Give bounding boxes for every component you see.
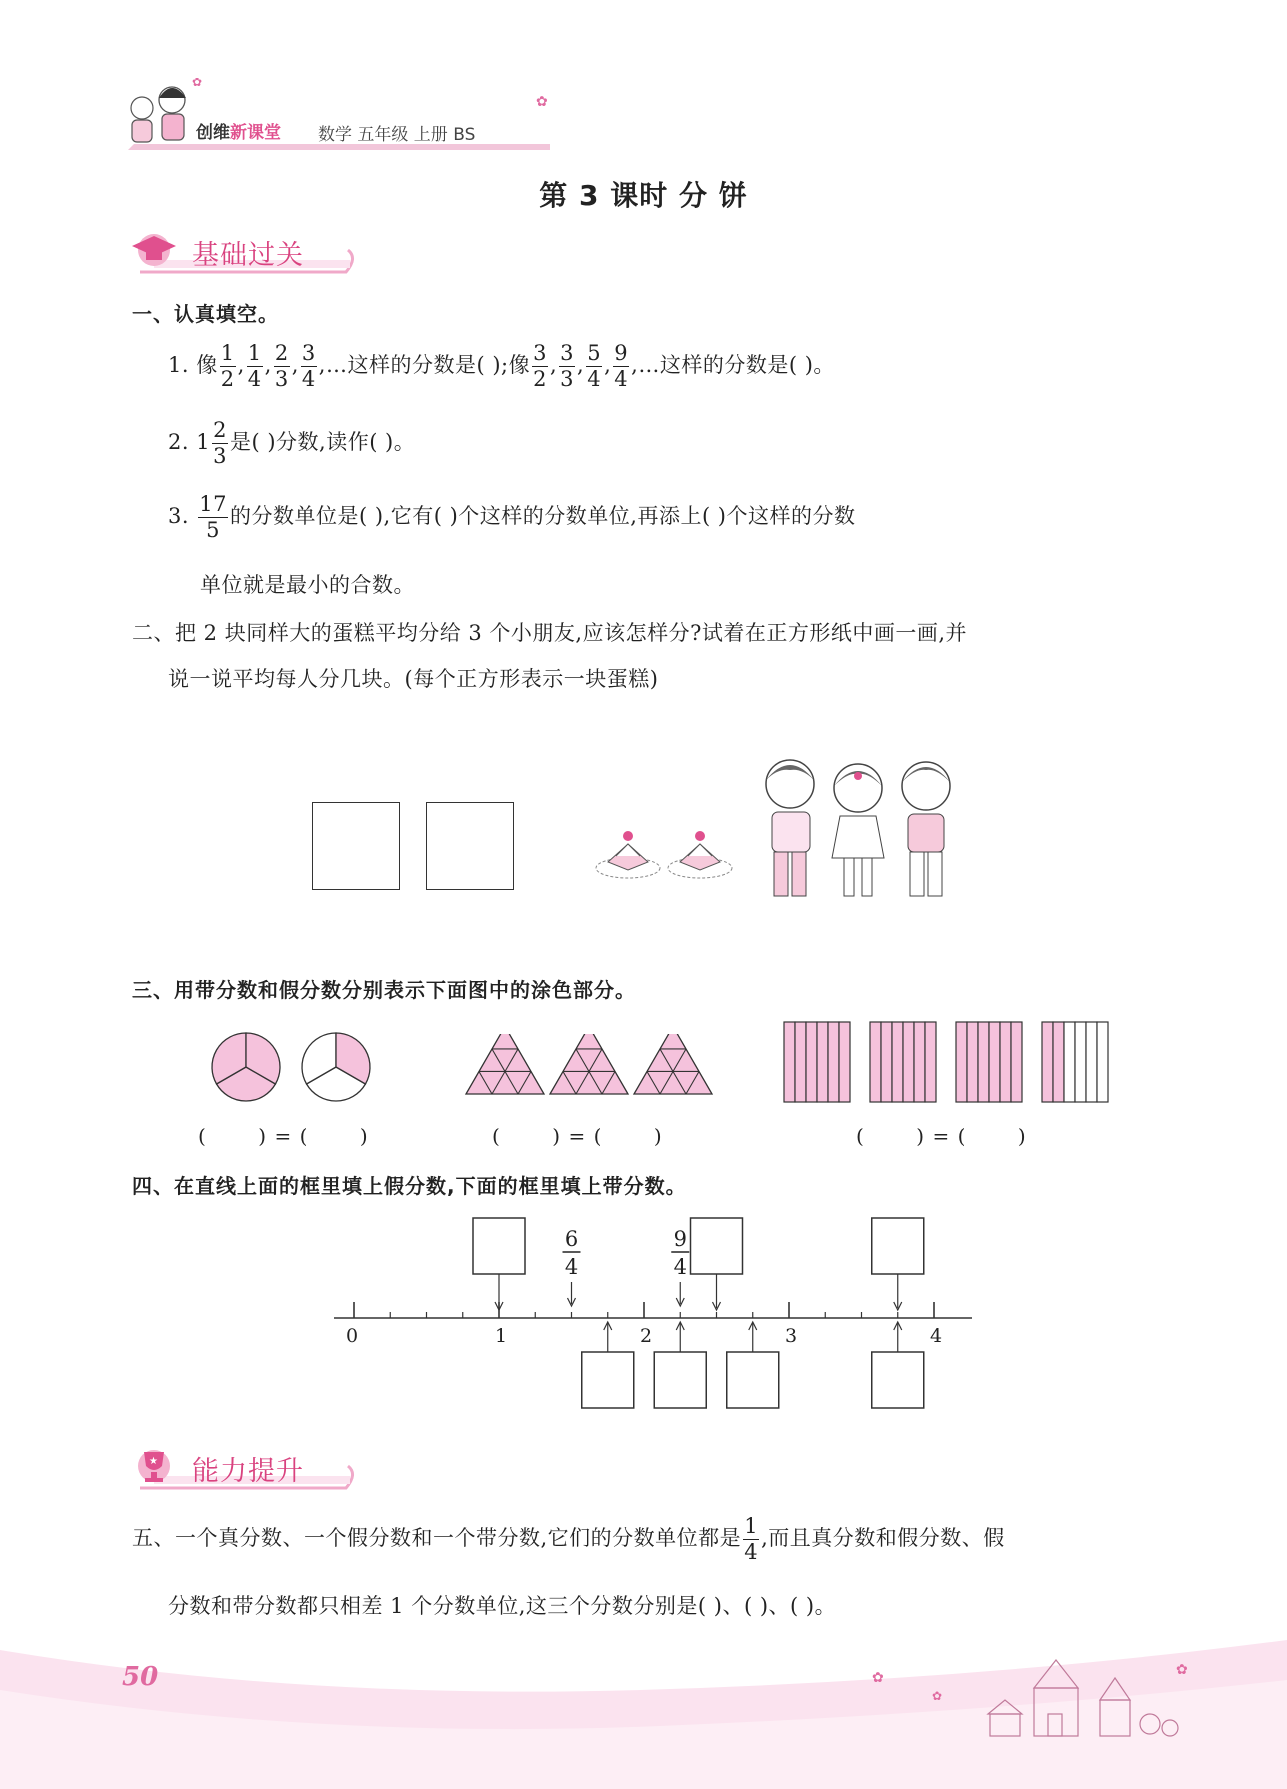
- section-title-basic: 基础过关: [192, 240, 304, 271]
- triangle-ninths: [466, 1034, 544, 1094]
- section-banner-basic: [126, 228, 356, 276]
- cakes-illustration: [592, 822, 738, 884]
- given-fraction-denominator: 4: [564, 1255, 579, 1279]
- bar-sixths: [956, 1022, 1022, 1102]
- fraction: $\frac{1}{4}$: [744, 1514, 759, 1564]
- answer-box-mixed[interactable]: [654, 1352, 706, 1408]
- header-girl-icon: [131, 87, 186, 142]
- fraction: $\frac{3}{4}$: [301, 341, 316, 391]
- bar-sixths: [1042, 1022, 1108, 1102]
- q5-line1: 五、一个真分数、一个假分数和一个带分数,它们的分数单位都是 $\frac{1}{4}$ ,而且真分数和假分数、假: [132, 1514, 1005, 1564]
- trophy-icon: [138, 1450, 170, 1482]
- q1-item3: 3. $\frac{17}{5}$ 的分数单位是( ),它有( )个这样的分数单位,再添上( )个这样的分数: [168, 492, 856, 542]
- answer-blank-bars[interactable]: ( ) = ( ): [856, 1124, 1027, 1148]
- fraction: $\frac{3}{2}$: [533, 341, 547, 391]
- answer-box-mixed[interactable]: [872, 1352, 924, 1408]
- tick-label: 2: [640, 1325, 653, 1347]
- tick-label: 0: [346, 1325, 359, 1347]
- fraction: $\frac{9}{4}$: [614, 341, 629, 391]
- q2-line1: 二、把 2 块同样大的蛋糕平均分给 3 个小朋友,应该怎样分?试着在正方形纸中画一画,并: [132, 621, 968, 645]
- child-boy-icon: [902, 762, 950, 896]
- circles-figure: [208, 1030, 378, 1104]
- fraction: $\frac{1}{2}$: [220, 341, 235, 391]
- tick-label: 4: [930, 1325, 943, 1347]
- answer-box-improper[interactable]: [872, 1218, 924, 1274]
- answer-box-improper[interactable]: [473, 1218, 525, 1274]
- answer-blank-circles[interactable]: ( ) = ( ): [198, 1124, 369, 1148]
- page-title: 第 3 课时 分 饼: [539, 179, 748, 212]
- svg-text:★: ★: [149, 1456, 158, 1467]
- cake-icon: [668, 831, 732, 878]
- child-boy-icon: [766, 760, 814, 896]
- triangle-ninths: [634, 1034, 718, 1094]
- answer-blank-triangles[interactable]: ( ) = ( ): [492, 1124, 663, 1148]
- q2-line2: 说一说平均每人分几块。(每个正方形表示一块蛋糕): [168, 667, 659, 691]
- page-number: 50: [122, 1662, 159, 1692]
- footer-wave: [0, 1630, 1287, 1789]
- q5-line2: 分数和带分数都只相差 1 个分数单位,这三个分数分别是( )、( )、( )。: [168, 1594, 837, 1618]
- bar-sixths: [784, 1022, 850, 1102]
- three-children-illustration: [756, 756, 960, 910]
- q1-heading: 一、认真填空。: [132, 302, 279, 326]
- child-girl-icon: [832, 764, 884, 896]
- cake-icon: [596, 831, 660, 878]
- svg-text:✿: ✿: [1176, 1662, 1188, 1678]
- given-fraction-numerator: 6: [564, 1227, 579, 1251]
- fraction: $\frac{1}{4}$: [247, 341, 262, 391]
- bar-sixths: [870, 1022, 936, 1102]
- q4-heading: 四、在直线上面的框里填上假分数,下面的框里填上带分数。: [132, 1174, 687, 1198]
- given-fraction-denominator: 4: [673, 1255, 687, 1279]
- fraction: $\frac{2}{3}$: [274, 341, 289, 391]
- given-fraction-numerator: 9: [673, 1227, 687, 1251]
- drawing-square[interactable]: [312, 802, 400, 890]
- answer-box-mixed[interactable]: [582, 1352, 634, 1408]
- svg-text:✿: ✿: [536, 94, 548, 110]
- number-line-figure: [330, 1212, 990, 1412]
- header-brand: 创维新课堂: [196, 123, 281, 143]
- q1-item2: 2. 1 $\frac{2}{3}$ 是( )分数,读作( )。: [168, 418, 416, 468]
- tick-label: 3: [785, 1325, 798, 1347]
- drawing-square[interactable]: [426, 802, 514, 890]
- triangles-figure: [464, 1034, 718, 1098]
- circle-thirds: [302, 1033, 370, 1101]
- circle-thirds: [212, 1033, 280, 1101]
- q1-item1: 1. 像 $\frac{1}{2}$ , $\frac{1}{4}$ , $\frac{2}{3}$ , $\frac{3}{4}$ ,…这样的分数是( );像 $\frac{3}{2}$ , $\frac{3}{3}$ , $\frac{5}{4}$ , $\frac{9}{4}$ ,…这样的分数是( )。: [168, 341, 835, 391]
- q1-item3-line2: 单位就是最小的合数。: [200, 573, 415, 597]
- bars-figure: [780, 1018, 1116, 1106]
- q3-heading: 三、用带分数和假分数分别表示下面图中的涂色部分。: [132, 978, 636, 1002]
- section-title-ability: 能力提升: [192, 1456, 304, 1487]
- fraction: $\frac{5}{4}$: [587, 341, 602, 391]
- answer-box-mixed[interactable]: [727, 1352, 779, 1408]
- svg-text:✿: ✿: [192, 78, 203, 89]
- tick-label: 1: [495, 1325, 508, 1347]
- header-info: 数学 五年级 上册 BS: [318, 125, 476, 145]
- fraction: $\frac{17}{5}$: [199, 492, 227, 542]
- section-banner-ability: [126, 1444, 356, 1492]
- answer-box-improper[interactable]: [691, 1218, 743, 1274]
- svg-text:✿: ✿: [932, 1689, 943, 1703]
- svg-text:✿: ✿: [872, 1670, 884, 1686]
- fraction: $\frac{3}{3}$: [560, 341, 575, 391]
- fraction: $\frac{2}{3}$: [213, 418, 227, 468]
